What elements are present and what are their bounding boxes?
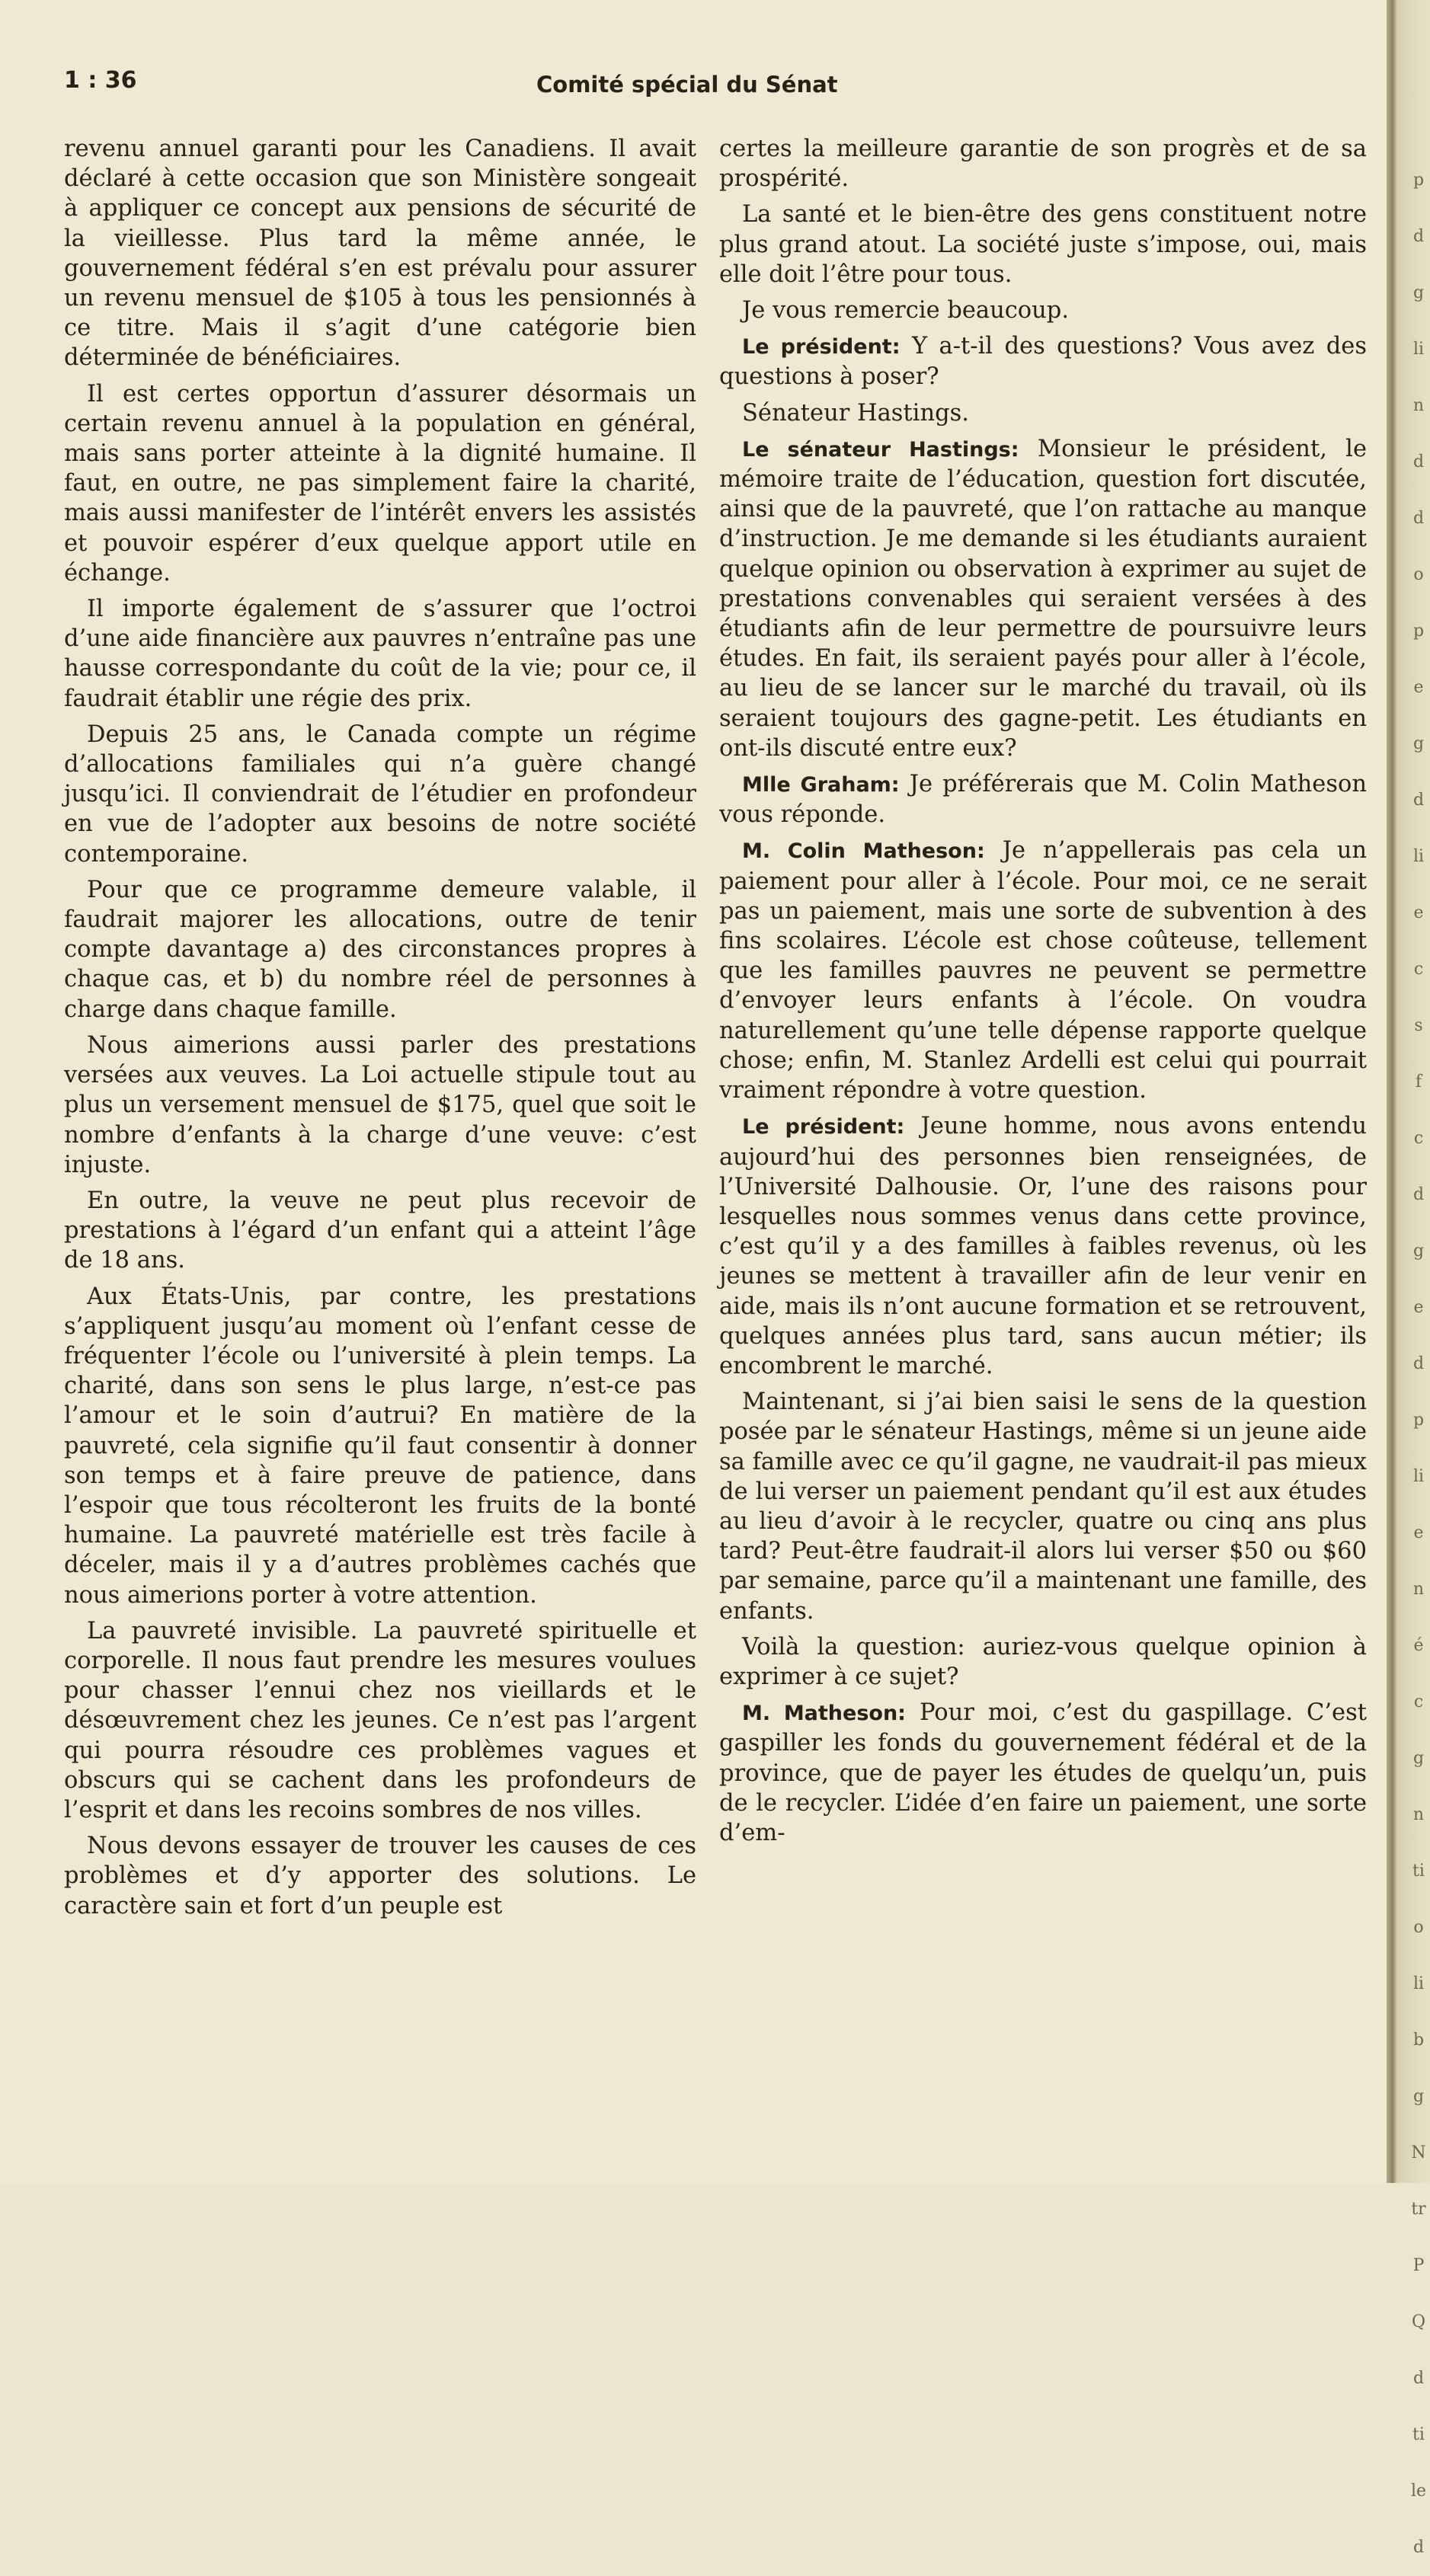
spine-fragment: é bbox=[1413, 1636, 1424, 1655]
paragraph-text: Jeune homme, nous avons entendu aujourd’hui des personnes bien renseignées, de l’Université Dalhousie. Or, l’une des raisons pour lesquelles nous sommes venus dans cette province, c’est qu’il y a des familles à faibles revenus, où les jeunes se mettent à travailler afin de leur venir en aide, mais ils n’ont aucune formation et se retrouvent, quelques années plus tard, sans aucun métier; ils encombrent le marché. bbox=[719, 1113, 1368, 1379]
paragraph: Nous devons essayer de trouver les causes de ces problèmes et d’y apporter des solutions. Le caractère sain et fort d’un peuple est bbox=[64, 1833, 696, 1919]
speaker-label: M. Matheson: bbox=[742, 1702, 906, 1726]
paragraph-text: certes la meilleure garantie de son progrès et de sa prospérité. bbox=[719, 136, 1367, 193]
paragraph-text: Pour moi, c’est du gaspillage. C’est gaspiller les fonds du gouvernement fédéral et de la province, que de payer les études de quelqu’un, puis de le recycler. L’idée d’en faire un paiement, une sorte d’em- bbox=[719, 1699, 1367, 1846]
spine-fragment: s bbox=[1414, 1016, 1423, 1035]
spine-fragment: P bbox=[1412, 2256, 1425, 2275]
paragraph: En outre, la veuve ne peut plus recevoir de prestations à l’égard d’un enfant qui a atteint l’âge de 18 ans. bbox=[64, 1187, 696, 1274]
spine-fragment: li bbox=[1412, 340, 1425, 359]
paragraph bbox=[719, 1387, 1367, 1626]
paragraph: Il est certes opportun d’assurer désormais un certain revenu annuel à la population en général, mais sans porter atteinte à la dignité humaine. Il faut, en outre, ne pas simplement faire la charité, mais aussi manifester de l’intérêt envers les assistés et pouvoir espérer d’eux quelque apport utile en échange. bbox=[64, 380, 696, 586]
paragraph-text: Monsieur le président, le mémoire traite de l’éducation, question fort discutée, ainsi que de la pauvreté, que l’on rattache au manque d’instruction. Je me demande si les étudiants auraient quelque opinion ou observation à exprimer au sujet de prestations convenables qui seraient versées à des étudiants afin de leur permettre de poursuivre leurs études. En fait, ils seraient payés pour aller à l’école, au lieu de se lancer sur le marché du travail, où ils seraient toujours des gagne-petit. Les étudiants en ont-ils discuté entre eux? bbox=[719, 435, 1367, 762]
speaker-label: M. Colin Matheson: bbox=[742, 839, 985, 864]
spine-fragment: e bbox=[1413, 1523, 1424, 1542]
spine-fragment: d bbox=[1412, 1185, 1425, 1204]
paragraph: Il importe également de s’assurer que l’octroi d’une aide financière aux pauvres n’entraîne pas une hausse correspondante du coût de la vie; pour ce, il faudrait établir une régie des prix. bbox=[64, 596, 696, 712]
paragraph-text: La santé et le bien-être des gens constituent notre plus grand atout. La société juste s’impose, oui, mais elle doit l’être pour tous. bbox=[719, 201, 1367, 288]
speaker-paragraph bbox=[719, 434, 1367, 763]
right-column bbox=[719, 134, 1367, 1854]
paragraph: Pour que ce programme demeure valable, il faudrait majorer les allocations, outre de tenir compte davantage a) des circonstances propres à chaque cas, et b) du nombre réel de personnes à charge dans chaque famille. bbox=[64, 876, 696, 1023]
paragraph: Nous aimerions aussi parler des prestations versées aux veuves. La Loi actuelle stipule tout au plus un versement mensuel de $175, quel que soit le nombre d’enfants à la charge d’une veuve: c’est injuste. bbox=[64, 1031, 696, 1178]
spine-fragment: n bbox=[1412, 1805, 1425, 1824]
page-number: 1 : 36 bbox=[64, 67, 137, 94]
speaker-label: Mlle Graham: bbox=[742, 773, 900, 797]
page-header bbox=[64, 67, 894, 105]
spine-fragment: e bbox=[1413, 678, 1424, 697]
adjacent-page-fragments bbox=[1410, 152, 1427, 2576]
spine-fragment: ti bbox=[1412, 1862, 1425, 1881]
spine-fragment: c bbox=[1413, 1692, 1424, 1711]
spine-fragment: o bbox=[1413, 565, 1424, 584]
spine-fragment: d bbox=[1412, 2369, 1425, 2388]
spine-fragment: n bbox=[1412, 1580, 1425, 1599]
paragraph-text: Sénateur Hastings. bbox=[742, 399, 969, 427]
spine-fragment: n bbox=[1412, 396, 1425, 415]
page-spine-edge bbox=[1387, 0, 1430, 2557]
spine-fragment: d bbox=[1412, 791, 1425, 810]
spine-fragment: d bbox=[1412, 1354, 1425, 1373]
speaker-label: Le président: bbox=[742, 1115, 905, 1139]
paragraph bbox=[719, 398, 1367, 428]
spine-fragment: p bbox=[1412, 622, 1425, 641]
paragraph: revenu annuel garanti pour les Canadiens. Il avait déclaré à cette occasion que son Ministère songeait à appliquer ce concept aux pensions de sécurité de la vieillesse. Plus tard la même année, le gouvernement fédéral s’en est prévalu pour assurer un revenu mensuel de $105 à tous les pensionnés à ce titre. Mais il s’agit d’une catégorie bien déterminée de bénéficiaires. bbox=[64, 136, 696, 372]
spine-fragment: d bbox=[1412, 452, 1425, 471]
spine-fragment: c bbox=[1413, 1129, 1424, 1148]
paragraph bbox=[719, 200, 1367, 289]
spine-fragment: tr bbox=[1411, 2200, 1426, 2219]
speaker-paragraph bbox=[719, 1111, 1367, 1381]
spine-fragment: le bbox=[1410, 2482, 1427, 2501]
spine-fragment: f bbox=[1415, 1072, 1422, 1091]
paragraph bbox=[719, 296, 1367, 325]
left-column bbox=[64, 134, 696, 1927]
spine-fragment: b bbox=[1412, 2031, 1425, 2050]
speaker-paragraph bbox=[719, 769, 1367, 829]
paragraph-text: Je n’appellerais pas cela un paiement pour aller à l’école. Pour moi, ce ne serait pas un paiement, mais une sorte de subvention à des fins scolaires. L’école est chose coûteuse, tellement que les familles pauvres ne peuvent se permettre d’envoyer leurs enfants à l’école. On voudra naturellement qu’une telle dépense rapporte quelque chose; enfin, M. Stanlez Ardelli est celui qui pourrait vraiment répondre à votre question. bbox=[719, 837, 1367, 1104]
paragraph-text: Maintenant, si j’ai bien saisi le sens de la question posée par le sénateur Hastings, même si un jeune aide sa famille avec ce qu’il gagne, ne vaudrait-il pas mieux de lui verser un paiement pendant qu’il est aux études au lieu d’avoir à le recycler, quatre ou cinq ans plus tard? Peut-être faudrait-il alors lui verser $50 ou $60 par semaine, parce qu’il a maintenant une famille, des enfants. bbox=[719, 1389, 1367, 1625]
spine-fragment: e bbox=[1413, 1298, 1424, 1317]
paragraph-text: Voilà la question: auriez-vous quelque opinion à exprimer à ce sujet? bbox=[719, 1633, 1367, 1690]
speaker-paragraph bbox=[719, 1698, 1367, 1848]
spine-fragment: li bbox=[1412, 1467, 1425, 1486]
spine-fragment: li bbox=[1412, 1974, 1425, 1993]
spine-fragment: Q bbox=[1411, 2312, 1426, 2332]
spine-fragment: ti bbox=[1412, 2425, 1425, 2444]
speaker-paragraph bbox=[719, 331, 1367, 392]
spine-fragment: p bbox=[1412, 171, 1425, 190]
spine-fragment: g bbox=[1412, 1749, 1425, 1768]
speaker-label: Le sénateur Hastings: bbox=[742, 437, 1019, 462]
paragraph-text: Je vous remercie beaucoup. bbox=[742, 297, 1070, 324]
spine-fragment: d bbox=[1412, 2538, 1425, 2557]
spine-fragment: c bbox=[1413, 960, 1424, 979]
spine-fragment: g bbox=[1412, 283, 1425, 302]
paragraph: Depuis 25 ans, le Canada compte un régime d’allocations familiales qui n’a guère changé jusqu’ici. Il conviendrait de l’étudier en profondeur en vue de l’adopter aux besoins de notre société contemporaine. bbox=[64, 721, 696, 868]
spine-fragment: d bbox=[1412, 509, 1425, 528]
paragraph: La pauvreté invisible. La pauvreté spirituelle et corporelle. Il nous faut prendre les mesures voulues pour chasser l’ennui chez nos vieillards et le désœuvrement chez les jeunes. Ce n’est pas l’argent qui pourra résoudre ces problèmes vagues et obscurs qui se cachent dans les profondeurs de l’esprit et dans les recoins sombres de nos villes. bbox=[64, 1617, 696, 1823]
spine-fragment: g bbox=[1412, 2087, 1425, 2106]
paragraph bbox=[719, 134, 1367, 193]
paragraph bbox=[719, 1632, 1367, 1692]
spine-fragment: g bbox=[1412, 734, 1425, 753]
spine-fragment: li bbox=[1412, 847, 1425, 866]
spine-fragment: e bbox=[1413, 903, 1424, 922]
paragraph-text: Je préférerais que M. Colin Matheson vous réponde. bbox=[719, 771, 1367, 829]
running-title: Comité spécial du Sénat bbox=[536, 72, 838, 97]
paragraph-text: Y a-t-il des questions? Vous avez des questions à poser? bbox=[719, 333, 1367, 391]
spine-fragment: g bbox=[1412, 1242, 1425, 1261]
spine-fragment: d bbox=[1412, 227, 1425, 246]
paragraph: Aux États-Unis, par contre, les prestations s’appliquent jusqu’au moment où l’enfant cesse de fréquenter l’école ou l’université à plein temps. La charité, dans son sens le plus large, n’est-ce pas l’amour et le soin d’autrui? En matière de la pauvreté, cela signifie qu’il faut consentir à donner son temps et à faire preuve de patience, dans l’espoir que tous récolteront les fruits de la bonté humaine. La pauvreté matérielle est très facile à déceler, mais il y a d’autres problèmes cachés que nous aimerions porter à votre attention. bbox=[64, 1283, 696, 1609]
spine-fragment: N bbox=[1411, 2143, 1426, 2162]
speaker-paragraph bbox=[719, 836, 1367, 1105]
spine-fragment: o bbox=[1413, 1918, 1424, 1937]
speaker-label: Le président: bbox=[742, 335, 901, 360]
spine-fragment: p bbox=[1412, 1411, 1425, 1430]
